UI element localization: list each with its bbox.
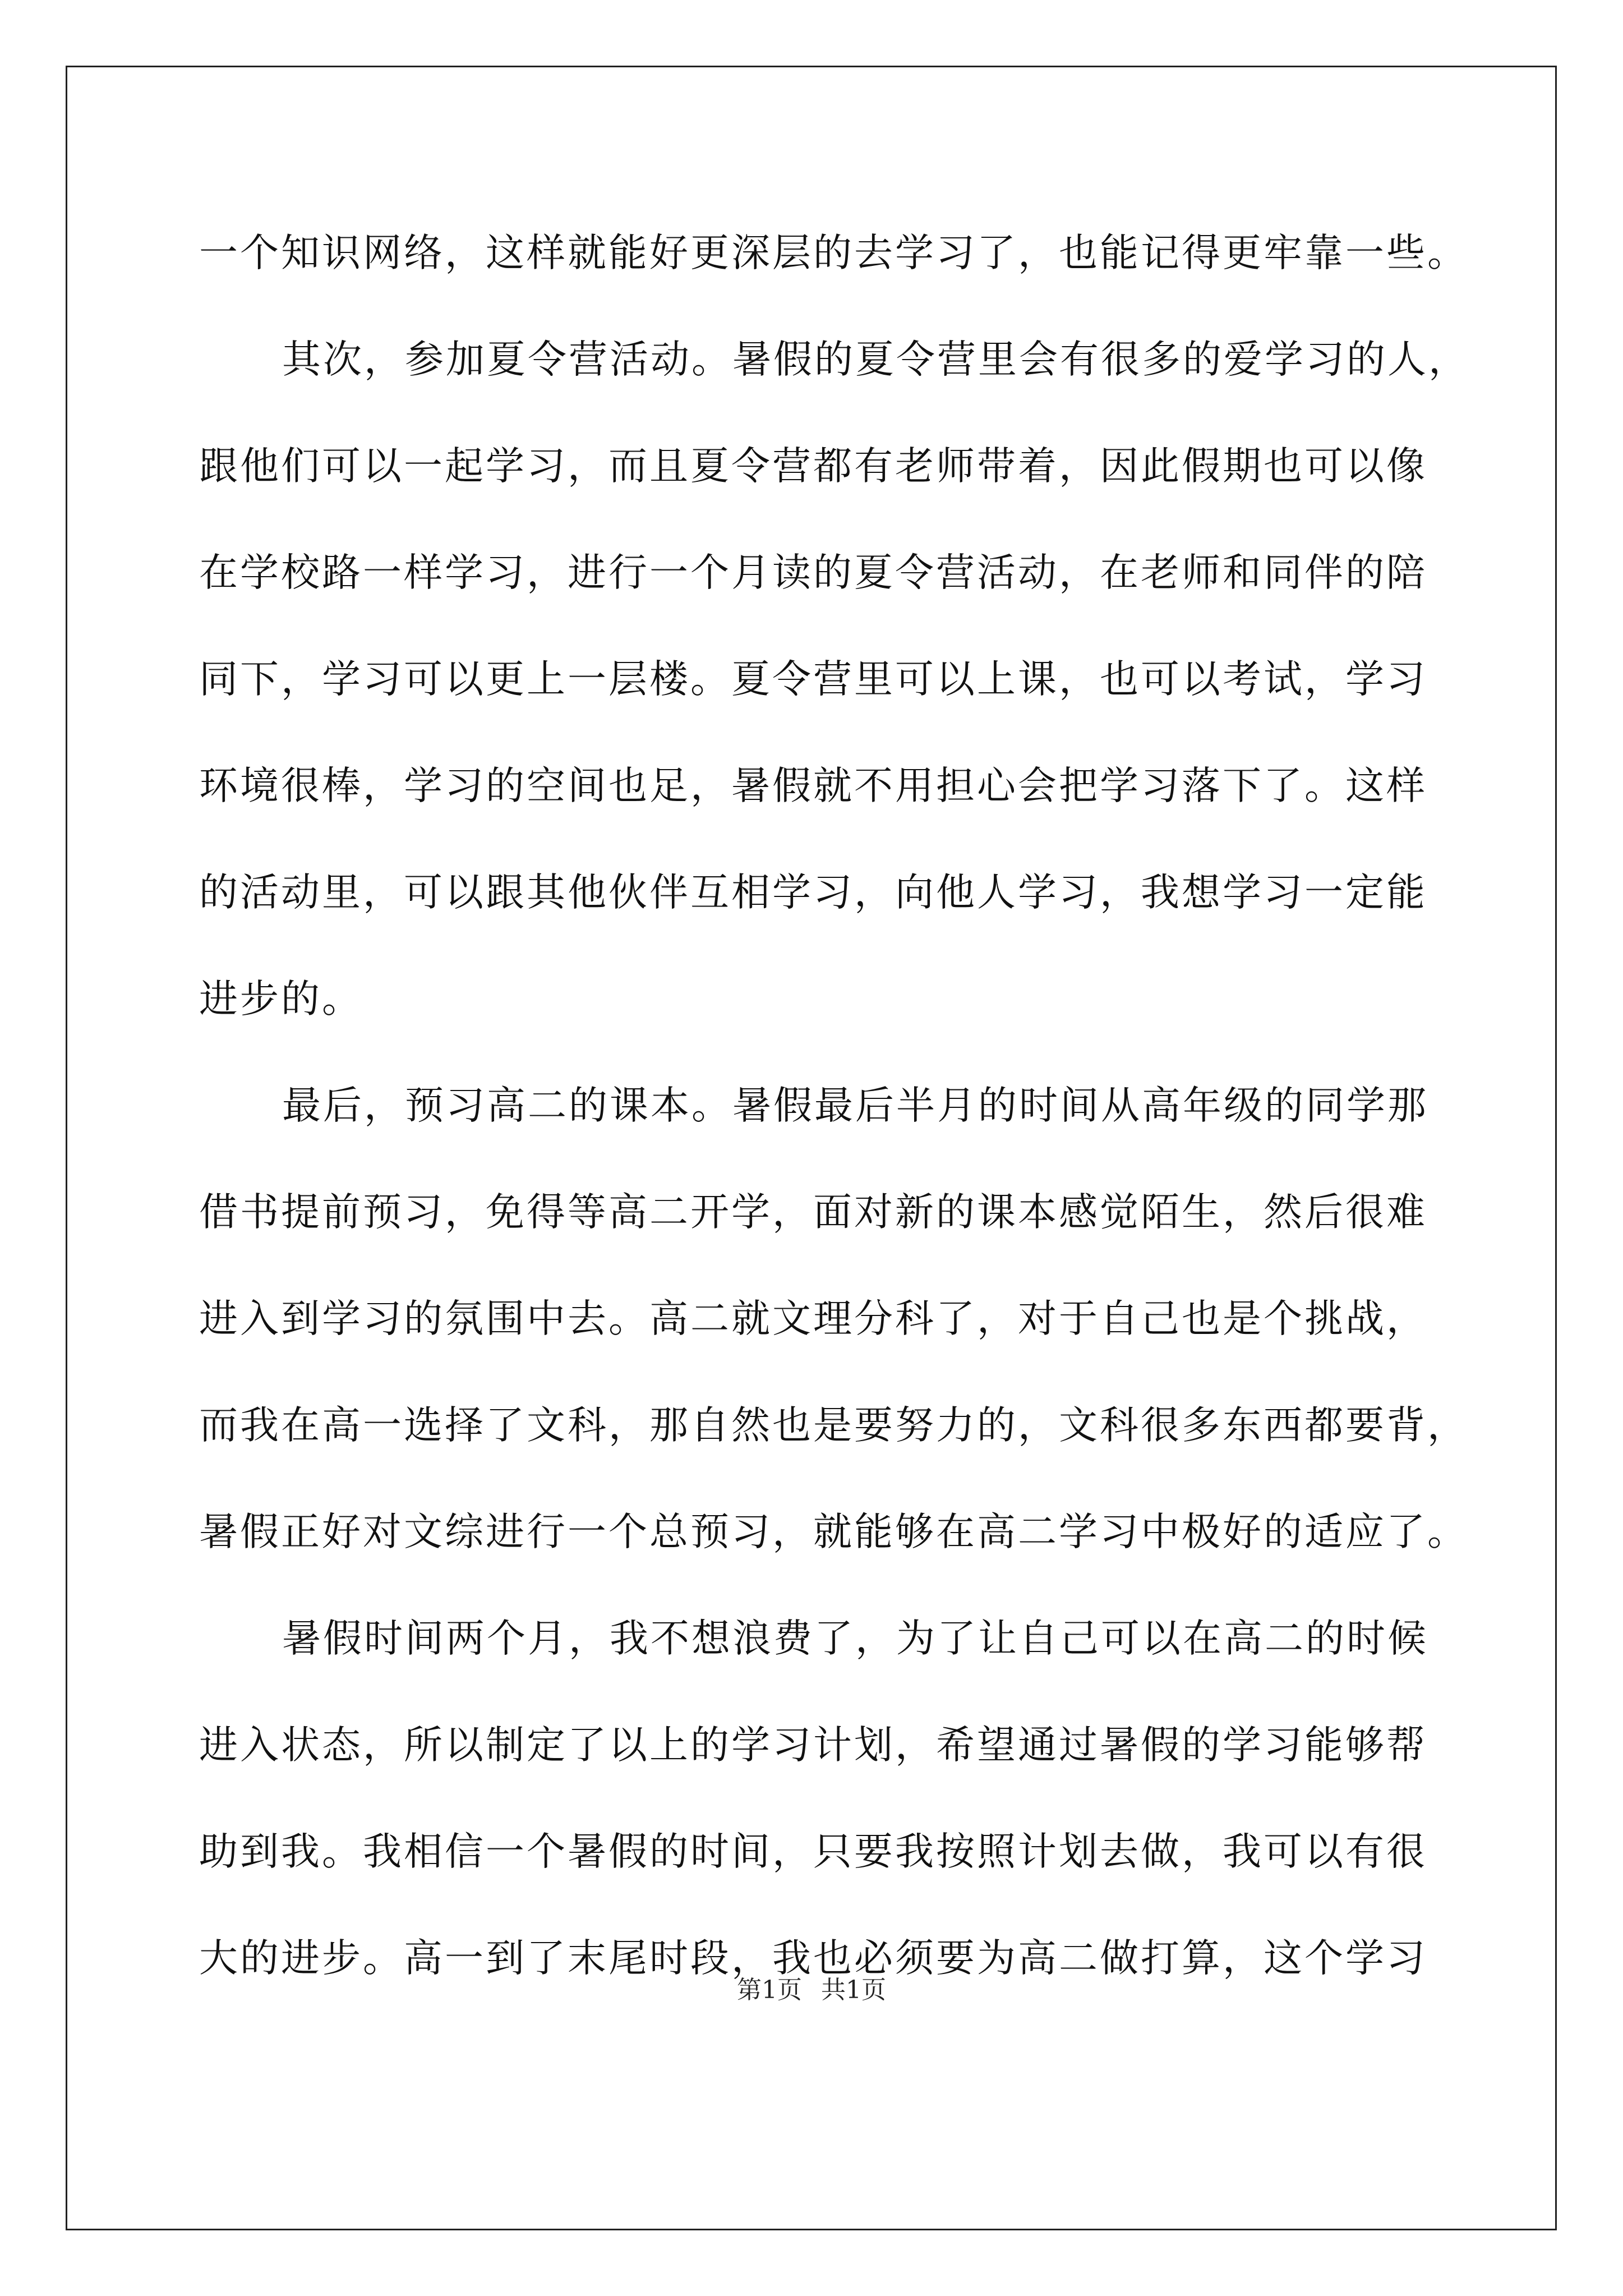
page-number: 第1页	[737, 1976, 802, 2004]
text-line: 环境很棒，学习的空间也足，暑假就不用担心会把学习落下了。这样	[199, 763, 1427, 808]
text-line: 一个知识网络，这样就能好更深层的去学习了，也能记得更牢靠一些。	[199, 231, 1468, 275]
text-line: 最后，预习高二的课本。暑假最后半月的时间从高年级的同学那	[282, 1083, 1428, 1128]
text-line: 进步的。	[199, 977, 363, 1022]
text-line: 的活动里，可以跟其他伙伴互相学习，向他人学习，我想学习一定能	[199, 870, 1427, 915]
text-line: 助到我。我相信一个暑假的时间，只要我按照计划去做，我可以有很	[199, 1829, 1427, 1874]
page-total: 共1页	[821, 1976, 886, 2004]
text-line: 跟他们可以一起学习，而且夏令营都有老师带着，因此假期也可以像	[199, 444, 1427, 489]
text-line: 借书提前预习，免得等高二开学，面对新的课本感觉陌生，然后很难	[199, 1190, 1427, 1235]
text-line: 暑假时间两个月，我不想浪费了，为了让自己可以在高二的时候	[282, 1616, 1428, 1661]
text-line: 暑假正好对文综进行一个总预习，就能够在高二学习中极好的适应了。	[199, 1510, 1468, 1554]
text-line: 在学校路一样学习，进行一个月读的夏令营活动，在老师和同伴的陪	[199, 550, 1427, 595]
text-line: 同下，学习可以更上一层楼。夏令营里可以上课，也可以考试，学习	[199, 657, 1427, 702]
text-line: 进入到学习的氛围中去。高二就文理分科了，对于自己也是个挑战，	[199, 1296, 1427, 1341]
page-footer	[0, 1973, 1623, 2007]
text-line: 大的进步。高一到了末尾时段，我也必须要为高二做打算，这个学习	[199, 1936, 1427, 1981]
text-line: 其次，参加夏令营活动。暑假的夏令营里会有很多的爱学习的人，	[282, 337, 1469, 382]
text-line: 而我在高一选择了文科，那自然也是要努力的，文科很多东西都要背，	[199, 1403, 1468, 1448]
text-line: 进入状态，所以制定了以上的学习计划，希望通过暑假的学习能够帮	[199, 1723, 1427, 1768]
document-body	[199, 220, 1469, 2032]
